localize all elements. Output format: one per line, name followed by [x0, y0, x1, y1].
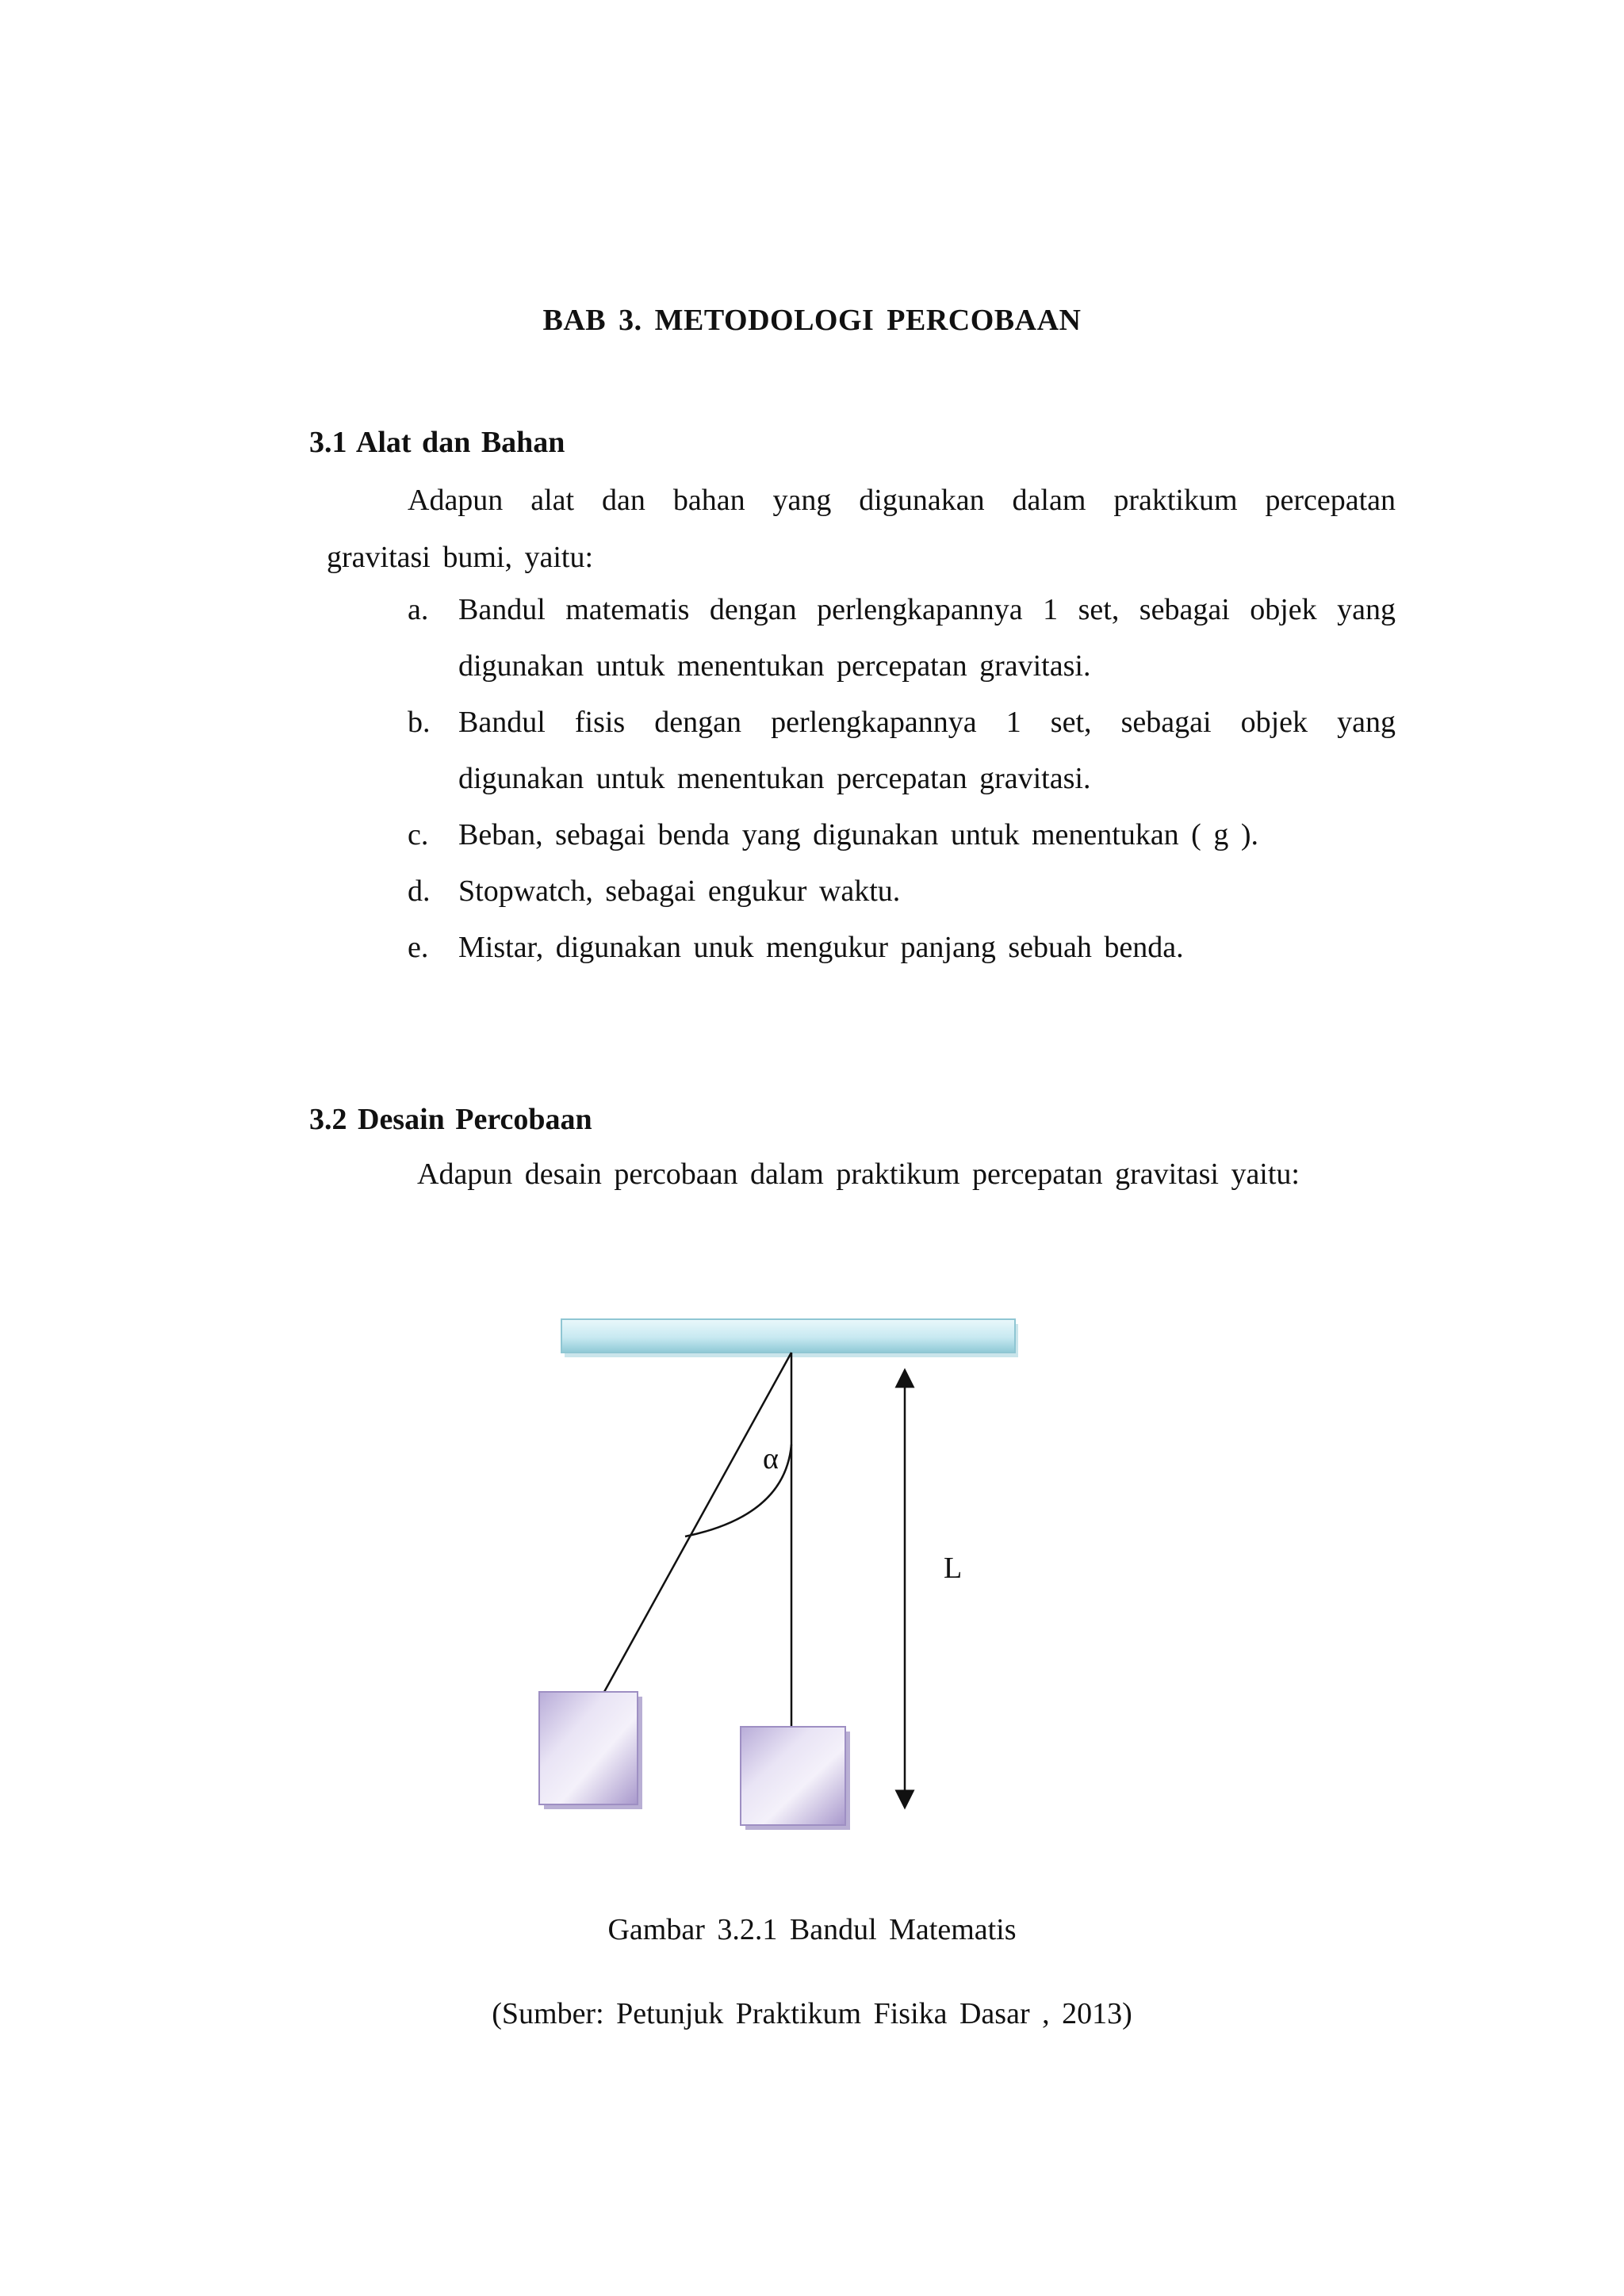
intro-paragraph-line-1: Adapun alat dan bahan yang digunakan dalam praktikum percepatan [408, 484, 1396, 517]
section-heading-3-1: 3.1 Alat dan Bahan [309, 426, 565, 459]
list-item-line: digunakan untuk menentukan percepatan gravitasi. [458, 762, 1091, 795]
list-item-line: Beban, sebagai benda yang digunakan untuk menentukan ( g ). [458, 818, 1258, 851]
list-item-line: digunakan untuk menentukan percepatan gravitasi. [458, 649, 1091, 683]
list-item-line: Stopwatch, sebagai engukur waktu. [458, 874, 901, 908]
list-item-line: Bandul fisis dengan perlengkapannya 1 set, sebagai objek yang [458, 706, 1396, 739]
displaced-string [604, 1353, 791, 1692]
chapter-title: BAB 3. METODOLOGI PERCOBAAN [542, 304, 1082, 337]
list-marker: e. [408, 931, 429, 964]
list-marker: a. [408, 593, 429, 626]
intro-paragraph-line-2: gravitasi bumi, yaitu: [327, 541, 594, 574]
section-heading-3-2: 3.2 Desain Percobaan [309, 1103, 592, 1136]
angle-label: α [763, 1442, 779, 1475]
length-label: L [944, 1552, 963, 1585]
list-marker: d. [408, 874, 431, 908]
figure-source: (Sumber: Petunjuk Praktikum Fisika Dasar , 2013) [492, 1997, 1132, 2030]
resting-weight [741, 1727, 850, 1830]
list-item-line: Mistar, digunakan unuk mengukur panjang sebuah benda. [458, 931, 1184, 964]
list-marker: c. [408, 818, 429, 851]
list-item-line: Bandul matematis dengan perlengkapannya 1 set, sebagai objek yang [458, 593, 1396, 626]
design-intro-paragraph: Adapun desain percobaan dalam praktikum percepatan gravitasi yaitu: [417, 1158, 1300, 1191]
support-bar [561, 1319, 1018, 1357]
displaced-weight [539, 1692, 642, 1809]
list-marker: b. [408, 706, 431, 739]
figure-caption: Gambar 3.2.1 Bandul Matematis [607, 1913, 1017, 1946]
